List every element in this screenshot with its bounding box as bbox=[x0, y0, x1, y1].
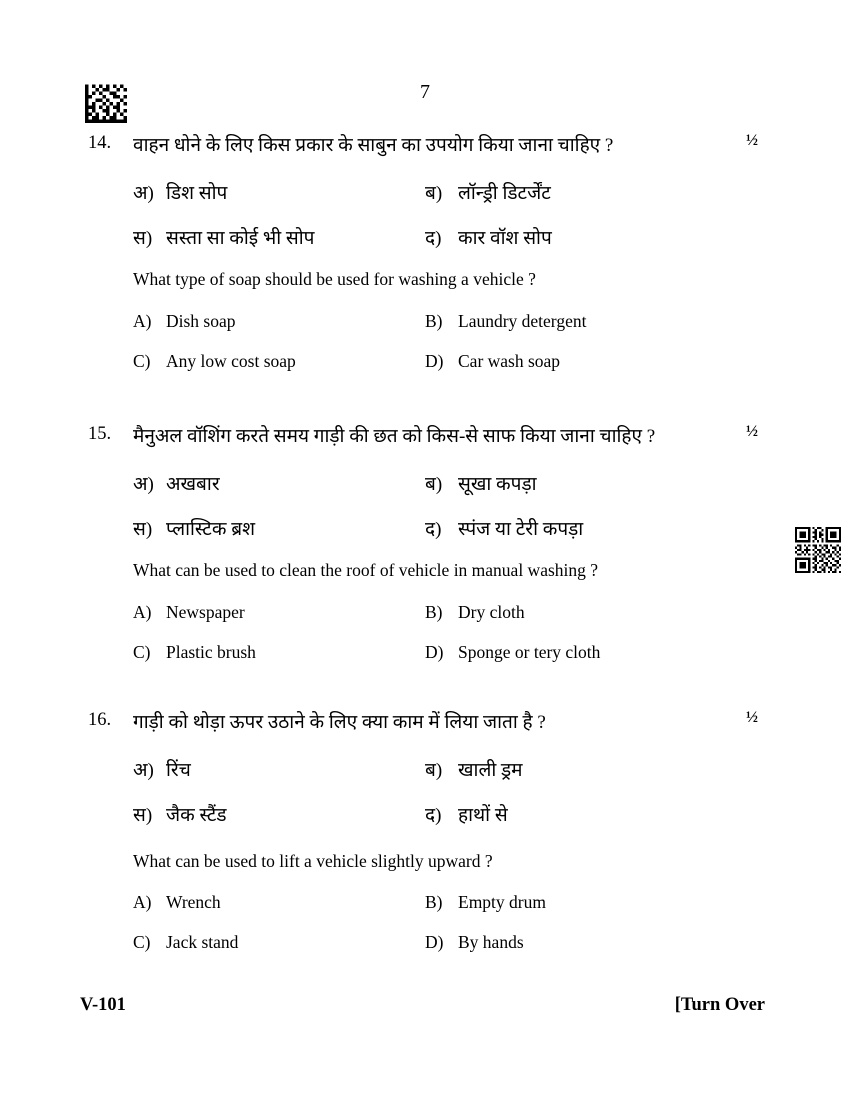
english-options-row-1 bbox=[0, 311, 850, 337]
question-heading bbox=[0, 133, 850, 159]
option-label: C) bbox=[133, 351, 151, 371]
option-label: अ) bbox=[133, 183, 154, 204]
option-english-c bbox=[133, 351, 296, 372]
option-text: अखबार bbox=[166, 474, 220, 495]
option-hindi-c bbox=[133, 801, 227, 827]
option-label: A) bbox=[133, 602, 152, 622]
option-label: C) bbox=[133, 932, 151, 952]
option-text: Dish soap bbox=[166, 311, 236, 331]
option-text: By hands bbox=[458, 932, 524, 952]
option-english-b bbox=[425, 892, 546, 913]
question-block-15 bbox=[0, 424, 850, 714]
option-label: ब) bbox=[425, 474, 443, 495]
option-text: रिंच bbox=[166, 760, 191, 781]
question-text-english: What type of soap should be used for washing a vehicle ? bbox=[133, 269, 536, 289]
option-label: C) bbox=[133, 642, 151, 662]
option-text: Dry cloth bbox=[458, 602, 525, 622]
option-hindi-a bbox=[133, 470, 220, 496]
option-english-c bbox=[133, 642, 256, 663]
hindi-options-row-1 bbox=[0, 756, 850, 782]
option-label: D) bbox=[425, 642, 444, 662]
option-text: स्पंज या टेरी कपड़ा bbox=[458, 519, 584, 540]
question-text-hindi: मैनुअल वॉशिंग करते समय गाड़ी की छत को किस-से साफ किया जाना चाहिए ? bbox=[133, 426, 656, 447]
question-number: 16. bbox=[88, 710, 112, 730]
option-hindi-c bbox=[133, 515, 255, 541]
option-label: द) bbox=[425, 228, 442, 249]
option-english-a bbox=[133, 602, 245, 623]
option-text: प्लास्टिक ब्रश bbox=[166, 519, 255, 540]
question-number: 15. bbox=[88, 424, 112, 444]
option-text: Newspaper bbox=[166, 602, 245, 622]
question-block-16 bbox=[0, 710, 850, 1000]
hindi-options-row-2 bbox=[0, 801, 850, 827]
option-text: Empty drum bbox=[458, 892, 546, 912]
turn-over-label: [Turn Over bbox=[674, 995, 765, 1015]
option-label: अ) bbox=[133, 474, 154, 495]
option-text: जैक स्टैंड bbox=[166, 805, 227, 826]
option-text: Plastic brush bbox=[166, 642, 256, 662]
option-hindi-b bbox=[425, 470, 537, 496]
option-english-d bbox=[425, 642, 600, 663]
option-text: लॉन्ड्री डिटर्जेंट bbox=[458, 183, 551, 204]
option-hindi-a bbox=[133, 179, 227, 205]
option-label: स) bbox=[133, 805, 153, 826]
option-text: कार वॉश सोप bbox=[458, 228, 552, 249]
hindi-options-row-2 bbox=[0, 224, 850, 250]
option-english-a bbox=[133, 892, 221, 913]
option-label: अ) bbox=[133, 760, 154, 781]
option-label: B) bbox=[425, 892, 443, 912]
question-heading bbox=[0, 424, 850, 450]
option-hindi-d bbox=[425, 224, 552, 250]
option-hindi-a bbox=[133, 756, 191, 782]
option-label: द) bbox=[425, 805, 442, 826]
option-label: स) bbox=[133, 228, 153, 249]
page-number: 7 bbox=[420, 81, 430, 103]
option-text: हाथों से bbox=[458, 805, 508, 826]
option-text: Laundry detergent bbox=[458, 311, 587, 331]
option-text: Wrench bbox=[166, 892, 221, 912]
english-options-row-1 bbox=[0, 892, 850, 918]
option-label: ब) bbox=[425, 760, 443, 781]
option-label: A) bbox=[133, 311, 152, 331]
option-label: D) bbox=[425, 932, 444, 952]
option-text: Any low cost soap bbox=[166, 351, 296, 371]
option-english-b bbox=[425, 311, 586, 332]
option-english-b bbox=[425, 602, 525, 623]
question-text-hindi: गाड़ी को थोड़ा ऊपर उठाने के लिए क्या काम में लिया जाता है ? bbox=[133, 712, 546, 733]
option-label: ब) bbox=[425, 183, 443, 204]
question-block-14 bbox=[0, 133, 850, 423]
option-label: B) bbox=[425, 602, 443, 622]
option-hindi-d bbox=[425, 515, 583, 541]
english-options-row-2 bbox=[0, 932, 850, 958]
question-text-hindi: वाहन धोने के लिए किस प्रकार के साबुन का उपयोग किया जाना चाहिए ? bbox=[133, 135, 614, 156]
hindi-options-row-1 bbox=[0, 179, 850, 205]
option-text: Car wash soap bbox=[458, 351, 561, 371]
option-hindi-b bbox=[425, 756, 523, 782]
hindi-options-row-2 bbox=[0, 515, 850, 541]
question-text-english: What can be used to lift a vehicle slightly upward ? bbox=[133, 851, 493, 871]
option-english-d bbox=[425, 351, 560, 372]
option-text: खाली ड्रम bbox=[458, 760, 523, 781]
paper-code: V-101 bbox=[80, 995, 126, 1015]
option-label: D) bbox=[425, 351, 444, 371]
question-marks: ½ bbox=[746, 709, 758, 726]
option-label: A) bbox=[133, 892, 152, 912]
english-options-row-2 bbox=[0, 351, 850, 377]
option-english-a bbox=[133, 311, 236, 332]
option-text: सस्ता सा कोई भी सोप bbox=[166, 228, 315, 249]
hindi-options-row-1 bbox=[0, 470, 850, 496]
option-label: B) bbox=[425, 311, 443, 331]
option-hindi-b bbox=[425, 179, 551, 205]
question-marks: ½ bbox=[746, 132, 758, 149]
question-number: 14. bbox=[88, 133, 112, 153]
option-text: Jack stand bbox=[166, 932, 239, 952]
option-hindi-d bbox=[425, 801, 508, 827]
option-label: द) bbox=[425, 519, 442, 540]
english-options-row-2 bbox=[0, 642, 850, 668]
option-english-c bbox=[133, 932, 238, 953]
option-text: डिश सोप bbox=[166, 183, 228, 204]
english-options-row-1 bbox=[0, 602, 850, 628]
option-text: सूखा कपड़ा bbox=[458, 474, 537, 495]
question-marks: ½ bbox=[746, 423, 758, 440]
option-hindi-c bbox=[133, 224, 314, 250]
option-english-d bbox=[425, 932, 524, 953]
option-label: स) bbox=[133, 519, 153, 540]
question-heading bbox=[0, 710, 850, 736]
option-text: Sponge or tery cloth bbox=[458, 642, 601, 662]
question-text-english: What can be used to clean the roof of vehicle in manual washing ? bbox=[133, 560, 599, 580]
